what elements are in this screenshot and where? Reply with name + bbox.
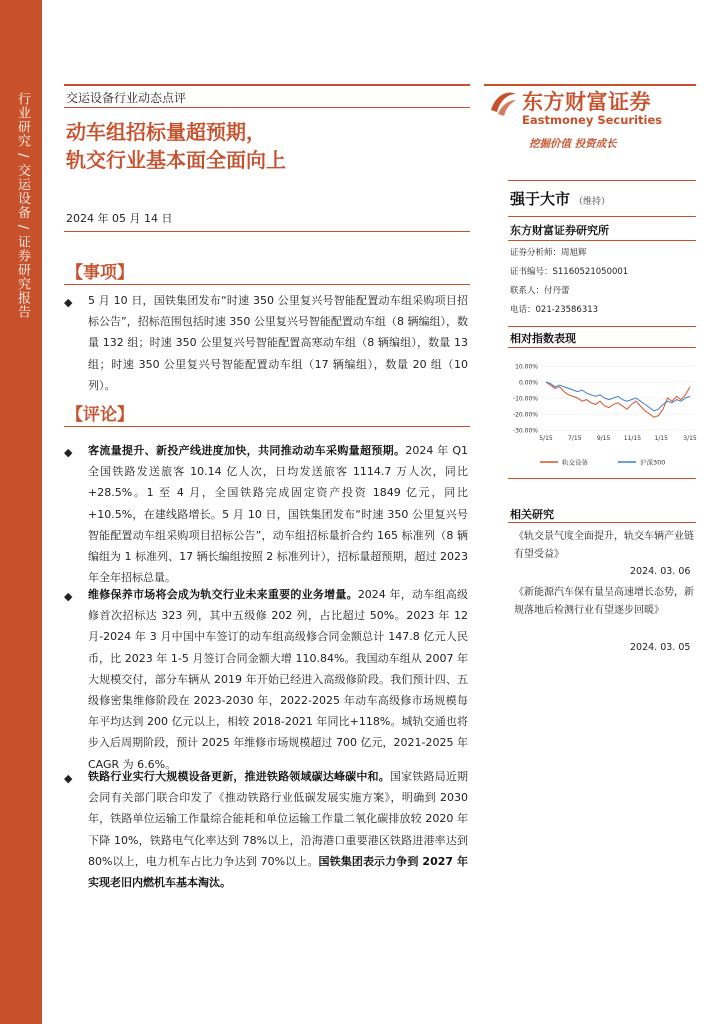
chart-title-divider xyxy=(508,347,696,348)
analyst-name: 证券分析师：周旭辉 xyxy=(510,248,587,258)
comment-divider xyxy=(64,426,470,427)
y-tick-label: -10.00% xyxy=(512,395,538,403)
report-title xyxy=(66,118,286,174)
comment-3-tail: 国铁集团表示力争到 2027 年实现老旧内燃机车基本淘汰。 xyxy=(88,854,468,890)
y-tick-label: 0.00% xyxy=(518,379,538,387)
chart-section-title: 相对指数表现 xyxy=(510,332,576,345)
report-date: 2024 年 05 月 14 日 xyxy=(66,212,173,225)
legend-label: 沪深300 xyxy=(640,458,666,467)
event-paragraph: 5 月 10 日，国铁集团发布“时速 350 公里复兴号智能配置动车组采购项目招标公告”，招标范围包括时速 350 公里复兴号智能配置动车组（8 辆编组），数量 132 组；时速 350 公里复兴号智能配置高寒动车组（8 辆编组），数量 13 组；时速 350 公里复兴号智能配置动车组（17 辆编组），数量 20 组（10 列）。 xyxy=(88,294,468,392)
event-divider xyxy=(64,284,470,285)
brand-slogan: 挖掘价值 投资成长 xyxy=(529,138,617,150)
event-heading: 【事项】 xyxy=(66,263,134,283)
title-line-1: 动车组招标量超预期， xyxy=(66,120,266,144)
related-report-2-date: 2024. 03. 05 xyxy=(630,642,691,653)
y-tick-label: -30.00% xyxy=(512,427,538,435)
comment-paragraph-2 xyxy=(88,584,468,775)
diamond-bullet-icon: ◆ xyxy=(64,772,73,785)
x-tick-label: 11/15 xyxy=(623,435,642,442)
analyst-cert: 证书编号：S1160521050001 xyxy=(510,267,629,277)
related-divider xyxy=(508,522,696,523)
series-line-1 xyxy=(546,382,690,417)
diamond-bullet-icon: ◆ xyxy=(64,590,73,603)
diamond-bullet-icon: ◆ xyxy=(64,446,73,459)
comment-1-body: 2024 年 Q1 全国铁路发送旅客 10.14 亿人次，日均发送旅客 1114.7 万人次，同比+28.5%。1 至 4 月，全国铁路完成固定资产投资 1849 亿元，同比+10.5%，在建线路增长。5 月 10 日，国铁集团发布“时速 350 公里复兴号智能配置动车组采购项目招标公告”，动车组招标量折合约 165 标准列（8 辆编组为 1 标准列、17 辆长编组按照 2 标准列计），招标量超预期，超过 2023 年全年招标总量。 xyxy=(88,444,468,585)
rating-top-divider xyxy=(508,180,696,181)
date-divider xyxy=(64,231,470,232)
series-line-2 xyxy=(546,382,690,411)
brand-name-cn: 东方财富证券 xyxy=(522,90,651,114)
diamond-bullet-icon: ◆ xyxy=(64,296,73,309)
top-divider xyxy=(64,84,470,86)
y-tick-label: 10.00% xyxy=(515,363,538,371)
related-report-1-date: 2024. 03. 06 xyxy=(630,566,691,577)
sidebar-text: 行业研究 / 交运设备 / 证券研究报告 xyxy=(15,92,30,320)
comment-3-body: 国家铁路局近期会同有关部门联合印发了《推动铁路行业低碳发展实施方案》，明确到 2030 年，铁路单位运输工作量综合能耗和单位运输工作量二氧化碳排放较 2020 年下降 10%，铁路电气化率达到 78%以上，沿海港口重要港区铁路进港率达到 80%以上，电力机车占比力争达到 70%以上。 xyxy=(88,770,469,868)
title-line-2: 轨交行业基本面全面向上 xyxy=(66,148,286,172)
institute-name: 东方财富证券研究所 xyxy=(510,224,609,237)
comment-2-lead: 维修保养市场将会成为轨交行业未来重要的业务增量。 xyxy=(88,588,358,601)
comment-3-lead: 铁路行业实行大规模设备更新，推进铁路领域碳达峰碳中和。 xyxy=(88,770,390,783)
comment-heading: 【评论】 xyxy=(66,405,134,425)
y-tick-label: -20.00% xyxy=(512,411,538,419)
comment-paragraph-3 xyxy=(88,766,468,893)
rating-note: （维持） xyxy=(574,197,611,207)
comment-paragraph-1 xyxy=(88,440,468,588)
subject-divider xyxy=(64,107,470,108)
comment-2-body: 2024 年，动车组高级修首次招标达 323 列，其中五级修 202 列，占比超过 50%。2023 年 12 月-2024 年 3 月中国中车签订的动车组高级修合同金额总计 147.8 亿元人民币，比 2023 年 1-5 月签订合同金额大增 110.84%。我国动车组从 2007 年大规模交付，部分车辆从 2019 年开始已经进入高级修阶段。我们预计四、五级修密集维修阶段在 2023-2030 年，2022-2025 年动车高级修市场规模每年平均达到 200 亿元以上，相较 2018-2021 年同比+118%。城轨交通也将步入后周期阶段，预计 2025 年维修市场规模超过 700 亿元，2021-2025 年 CAGR 为 6.6%。 xyxy=(88,588,468,771)
legend-label: 轨交设备 xyxy=(562,458,588,467)
comment-1-lead: 客流量提升、新投产线进度加快，共同推动动车采购量超预期。 xyxy=(88,444,406,457)
x-tick-label: 9/15 xyxy=(596,435,611,442)
rating xyxy=(510,188,610,209)
relative-index-chart xyxy=(506,356,698,476)
contact-name: 联系人：付丹蕾 xyxy=(510,286,570,296)
related-section-title: 相关研究 xyxy=(510,508,554,521)
institute-divider xyxy=(508,240,696,241)
related-report-1[interactable]: 《轨交景气度全面提升，轨交车辆产业链有望受益》 xyxy=(514,531,694,560)
x-tick-label: 7/15 xyxy=(568,435,582,442)
related-report-2[interactable]: 《新能源汽车保有量呈高速增长态势，新规落地后检测行业有望逐步回暖》 xyxy=(514,587,694,616)
report-subject: 交运设备行业动态点评 xyxy=(66,91,187,105)
brand-logo-icon xyxy=(488,88,518,118)
rating-label: 强于大市 xyxy=(510,190,571,208)
brand-name-en: Eastmoney Securities xyxy=(522,113,663,127)
rating-divider xyxy=(508,216,696,217)
x-tick-label: 5/15 xyxy=(539,435,553,442)
contact-phone: 电话：021-23586313 xyxy=(510,305,599,315)
chart-top-divider xyxy=(508,326,696,327)
sidebar xyxy=(0,0,42,1024)
x-tick-label: 3/15 xyxy=(683,435,697,442)
related-top-divider xyxy=(508,478,696,479)
x-tick-label: 1/15 xyxy=(654,435,668,442)
